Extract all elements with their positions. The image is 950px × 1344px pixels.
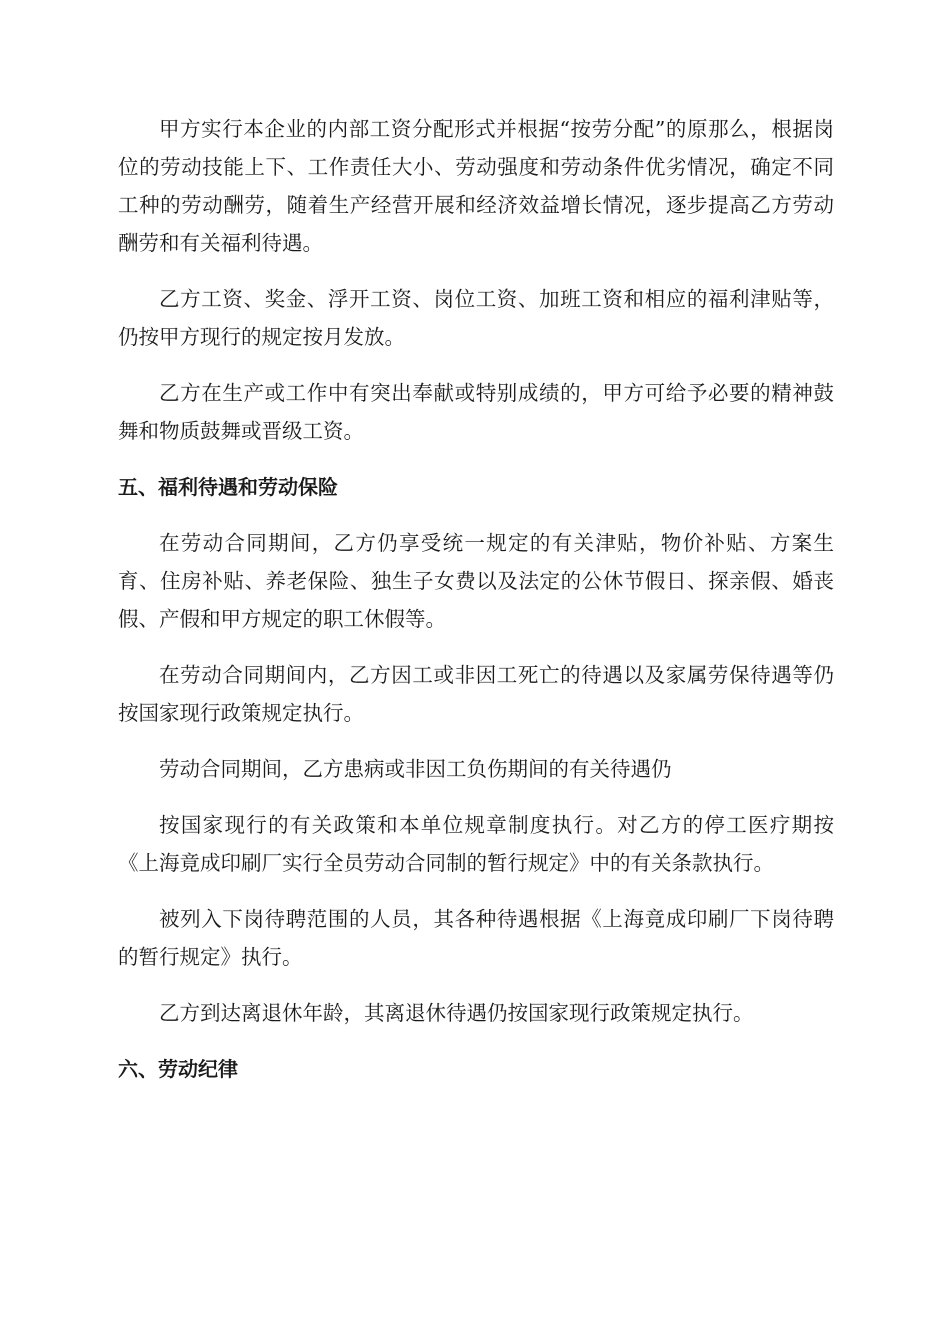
paragraph-sick-leave: 劳动合同期间，乙方患病或非因工负伤期间的有关待遇仍	[159, 757, 672, 781]
paragraph-retirement: 乙方到达离退休年龄，其离退休待遇仍按国家现行政策规定执行。	[159, 1001, 754, 1025]
paragraph-reward: 乙方在生产或工作中有突出奉献或特别成绩的，甲方可给予必要的精神鼓舞和物质鼓舞或晋级工资。	[118, 381, 834, 443]
paragraph-allowances: 在劳动合同期间，乙方仍享受统一规定的有关津贴，物价补贴、方案生育、住房补贴、养老保险、独生子女费以及法定的公休节假日、探亲假、婚丧假、产假和甲方规定的职工休假等。	[118, 531, 834, 631]
section-heading-discipline: 六、劳动纪律	[118, 1057, 238, 1081]
paragraph-wage-distribution: 甲方实行本企业的内部工资分配形式并根据“按劳分配”的原那么，根据岗位的劳动技能上下、工作责任大小、劳动强度和劳动条件优劣情况，确定不同工种的劳动酬劳，随着生产经营开展和经济效益增长情况，逐步提高乙方劳动酬劳和有关福利待遇。	[118, 117, 834, 255]
paragraph-medical-period: 按国家现行的有关政策和本单位规章制度执行。对乙方的停工医疗期按《上海竟成印刷厂实行全员劳动合同制的暂行规定》中的有关条款执行。	[118, 813, 834, 875]
section-heading-welfare: 五、福利待遇和劳动保险	[118, 475, 338, 499]
paragraph-wage-payment: 乙方工资、奖金、浮开工资、岗位工资、加班工资和相应的福利津贴等，仍按甲方现行的规定按月发放。	[118, 287, 834, 349]
paragraph-layoff: 被列入下岗待聘范围的人员，其各种待遇根据《上海竟成印刷厂下岗待聘的暂行规定》执行。	[118, 907, 834, 969]
document-body	[118, 110, 834, 1106]
paragraph-death-benefits: 在劳动合同期间内，乙方因工或非因工死亡的待遇以及家属劳保待遇等仍按国家现行政策规定执行。	[118, 663, 834, 725]
